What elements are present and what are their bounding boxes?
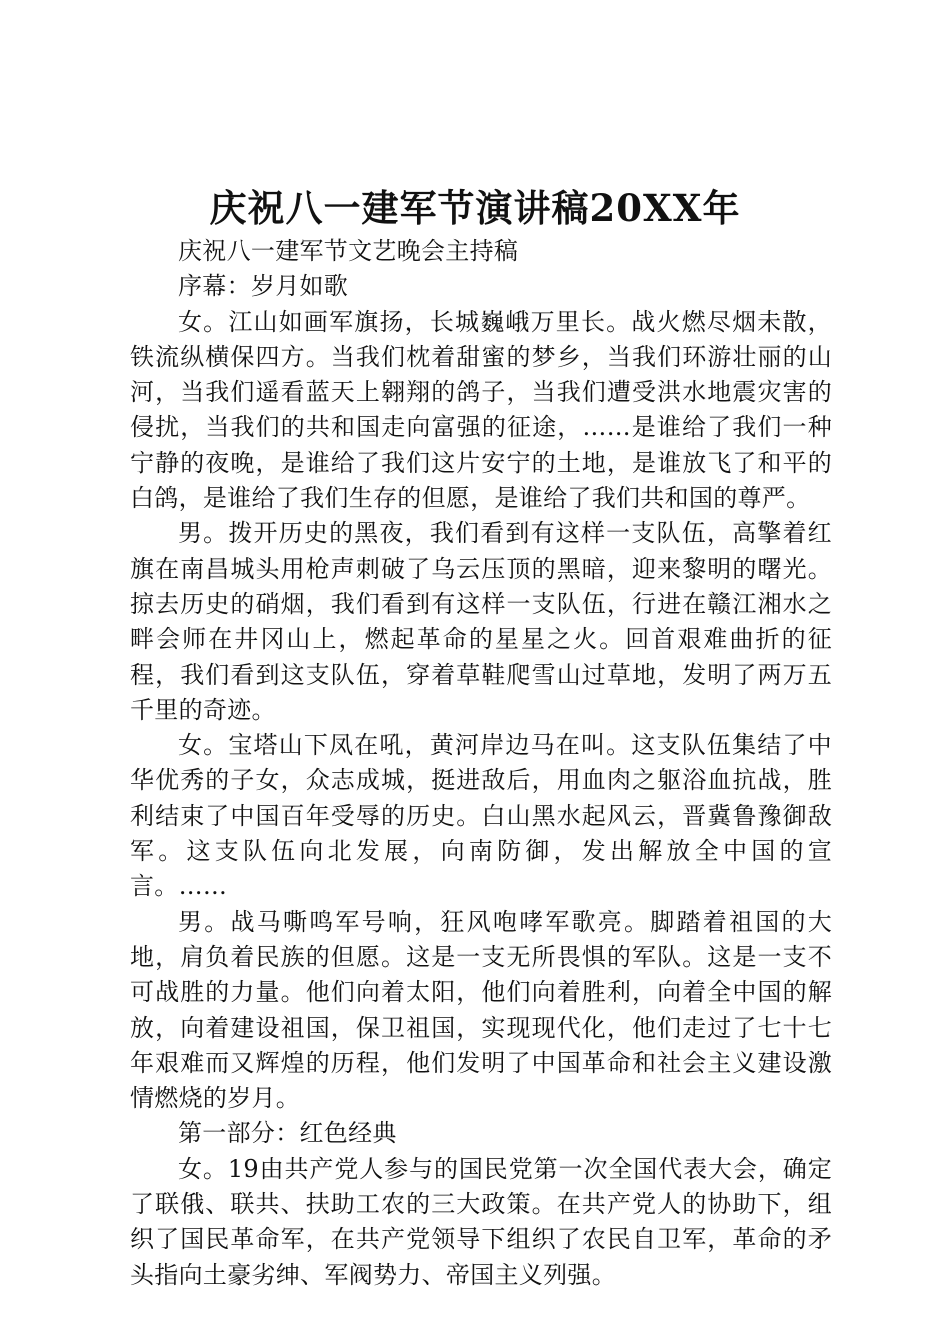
document-title: 庆祝八一建军节演讲稿20XX年 <box>209 186 741 230</box>
prologue-heading: 序幕：岁月如歌 <box>178 272 349 301</box>
document-body <box>130 234 832 1293</box>
paragraph-male-2: 男。战马嘶鸣军号响，狂风咆哮军歌亮。脚踏着祖国的大地，肩负着民族的但愿。这是一支无所畏惧的军队。这是一支不可战胜的力量。他们向着太阳，他们向着胜利，向着全中国的解放，向着建设祖国，保卫祖国，实现现代化，他们走过了七十七年艰难而又辉煌的历程，他们发明了中国革命和社会主义建设激情燃烧的岁月。 <box>130 907 832 1113</box>
paragraph-female-3: 女。19由共产党人参与的国民党第一次全国代表大会，确定了联俄、联共、扶助工农的三大政策。在共产党人的协助下，组织了国民革命军，在共产党领导下组织了农民自卫军，革命的矛头指向土豪劣绅、军阀势力、帝国主义列强。 <box>130 1154 832 1289</box>
paragraph-female-1: 女。江山如画军旗扬，长城巍峨万里长。战火燃尽烟未散，铁流纵横保四方。当我们枕着甜蜜的梦乡，当我们环游壮丽的山河，当我们遥看蓝天上翱翔的鸽子，当我们遭受洪水地震灾害的侵扰，当我们的共和国走向富强的征途，……是谁给了我们一种宁静的夜晚，是谁给了我们这片安宁的土地，是谁放飞了和平的白鸽，是谁给了我们生存的但愿，是谁给了我们共和国的尊严。 <box>130 307 832 513</box>
paragraph-male-1: 男。拨开历史的黑夜，我们看到有这样一支队伍，高擎着红旗在南昌城头用枪声刺破了乌云压顶的黑暗，迎来黎明的曙光。掠去历史的硝烟，我们看到有这样一支队伍，行进在赣江湘水之畔会师在井冈山上，燃起革命的星星之火。回首艰难曲折的征程，我们看到这支队伍，穿着草鞋爬雪山过草地，发明了两万五千里的奇迹。 <box>130 519 832 724</box>
paragraph-female-2: 女。宝塔山下凤在吼，黄河岸边马在叫。这支队伍集结了中华优秀的子女，众志成城，挺进敌后，用血肉之躯浴血抗战，胜利结束了中国百年受辱的历史。白山黑水起风云，晋冀鲁豫御敌军。这支队伍向北发展，向南防御，发出解放全中国的宣言。…… <box>130 731 832 901</box>
subtitle-paragraph: 庆祝八一建军节文艺晚会主持稿 <box>178 237 519 265</box>
section-heading-part-one: 第一部分：红色经典 <box>178 1119 397 1148</box>
